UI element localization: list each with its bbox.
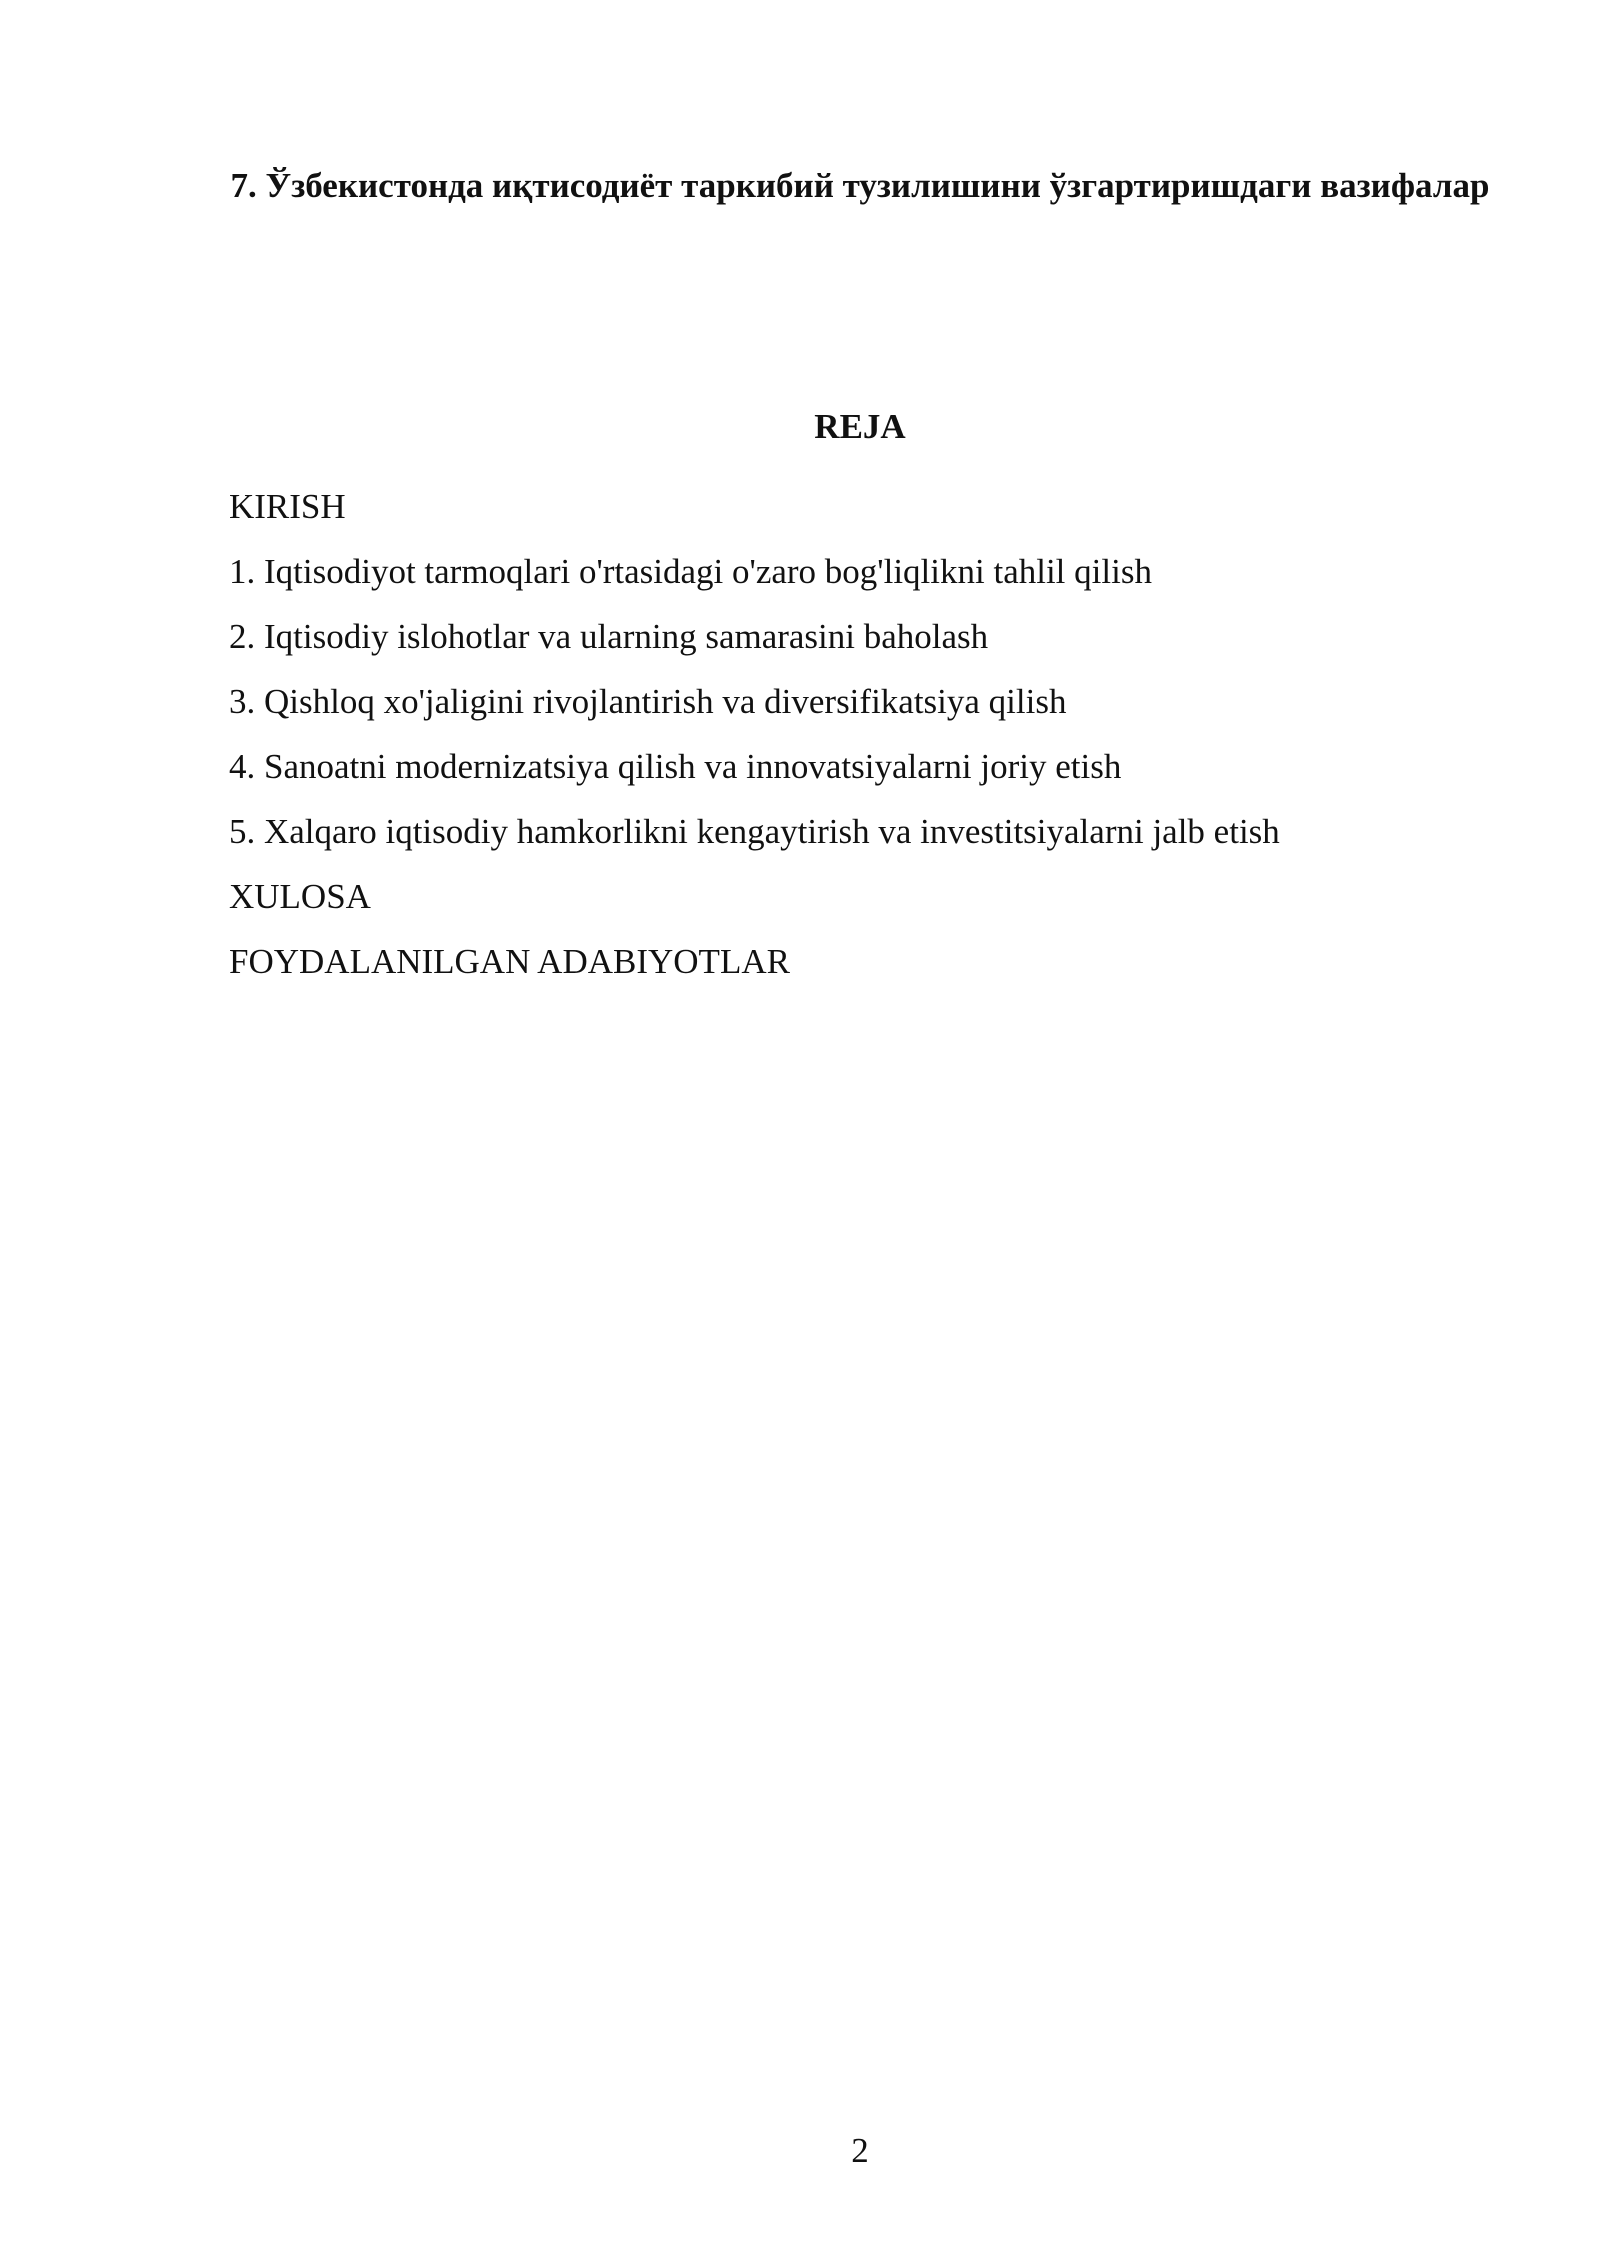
toc-item-1: 1. Iqtisodiyot tarmoqlari o'rtasidagi o'zaro bog'liqlikni tahlil qilish bbox=[229, 552, 1152, 591]
document-title: 7. Ўзбекистонда иқтисодиёт таркибий тузилишини ўзгартиришдаги вазифалар bbox=[230, 166, 1490, 205]
toc-item-5: 5. Xalqaro iqtisodiy hamkorlikni kengaytirish va investitsiyalarni jalb etish bbox=[229, 812, 1280, 851]
toc-item-3: 3. Qishloq xo'jaligini rivojlantirish va diversifikatsiya qilish bbox=[229, 682, 1067, 721]
toc-item-2: 2. Iqtisodiy islohotlar va ularning samarasini baholash bbox=[229, 617, 989, 656]
toc-item-introduction: KIRISH bbox=[229, 487, 346, 526]
plan-heading: REJA bbox=[814, 407, 906, 446]
toc-item-references: FOYDALANILGAN ADABIYOTLAR bbox=[229, 942, 790, 981]
page-number: 2 bbox=[851, 2131, 869, 2170]
toc-item-conclusion: XULOSA bbox=[229, 877, 371, 916]
toc-item-4: 4. Sanoatni modernizatsiya qilish va innovatsiyalarni joriy etish bbox=[229, 747, 1122, 786]
table-of-contents bbox=[229, 474, 1549, 994]
